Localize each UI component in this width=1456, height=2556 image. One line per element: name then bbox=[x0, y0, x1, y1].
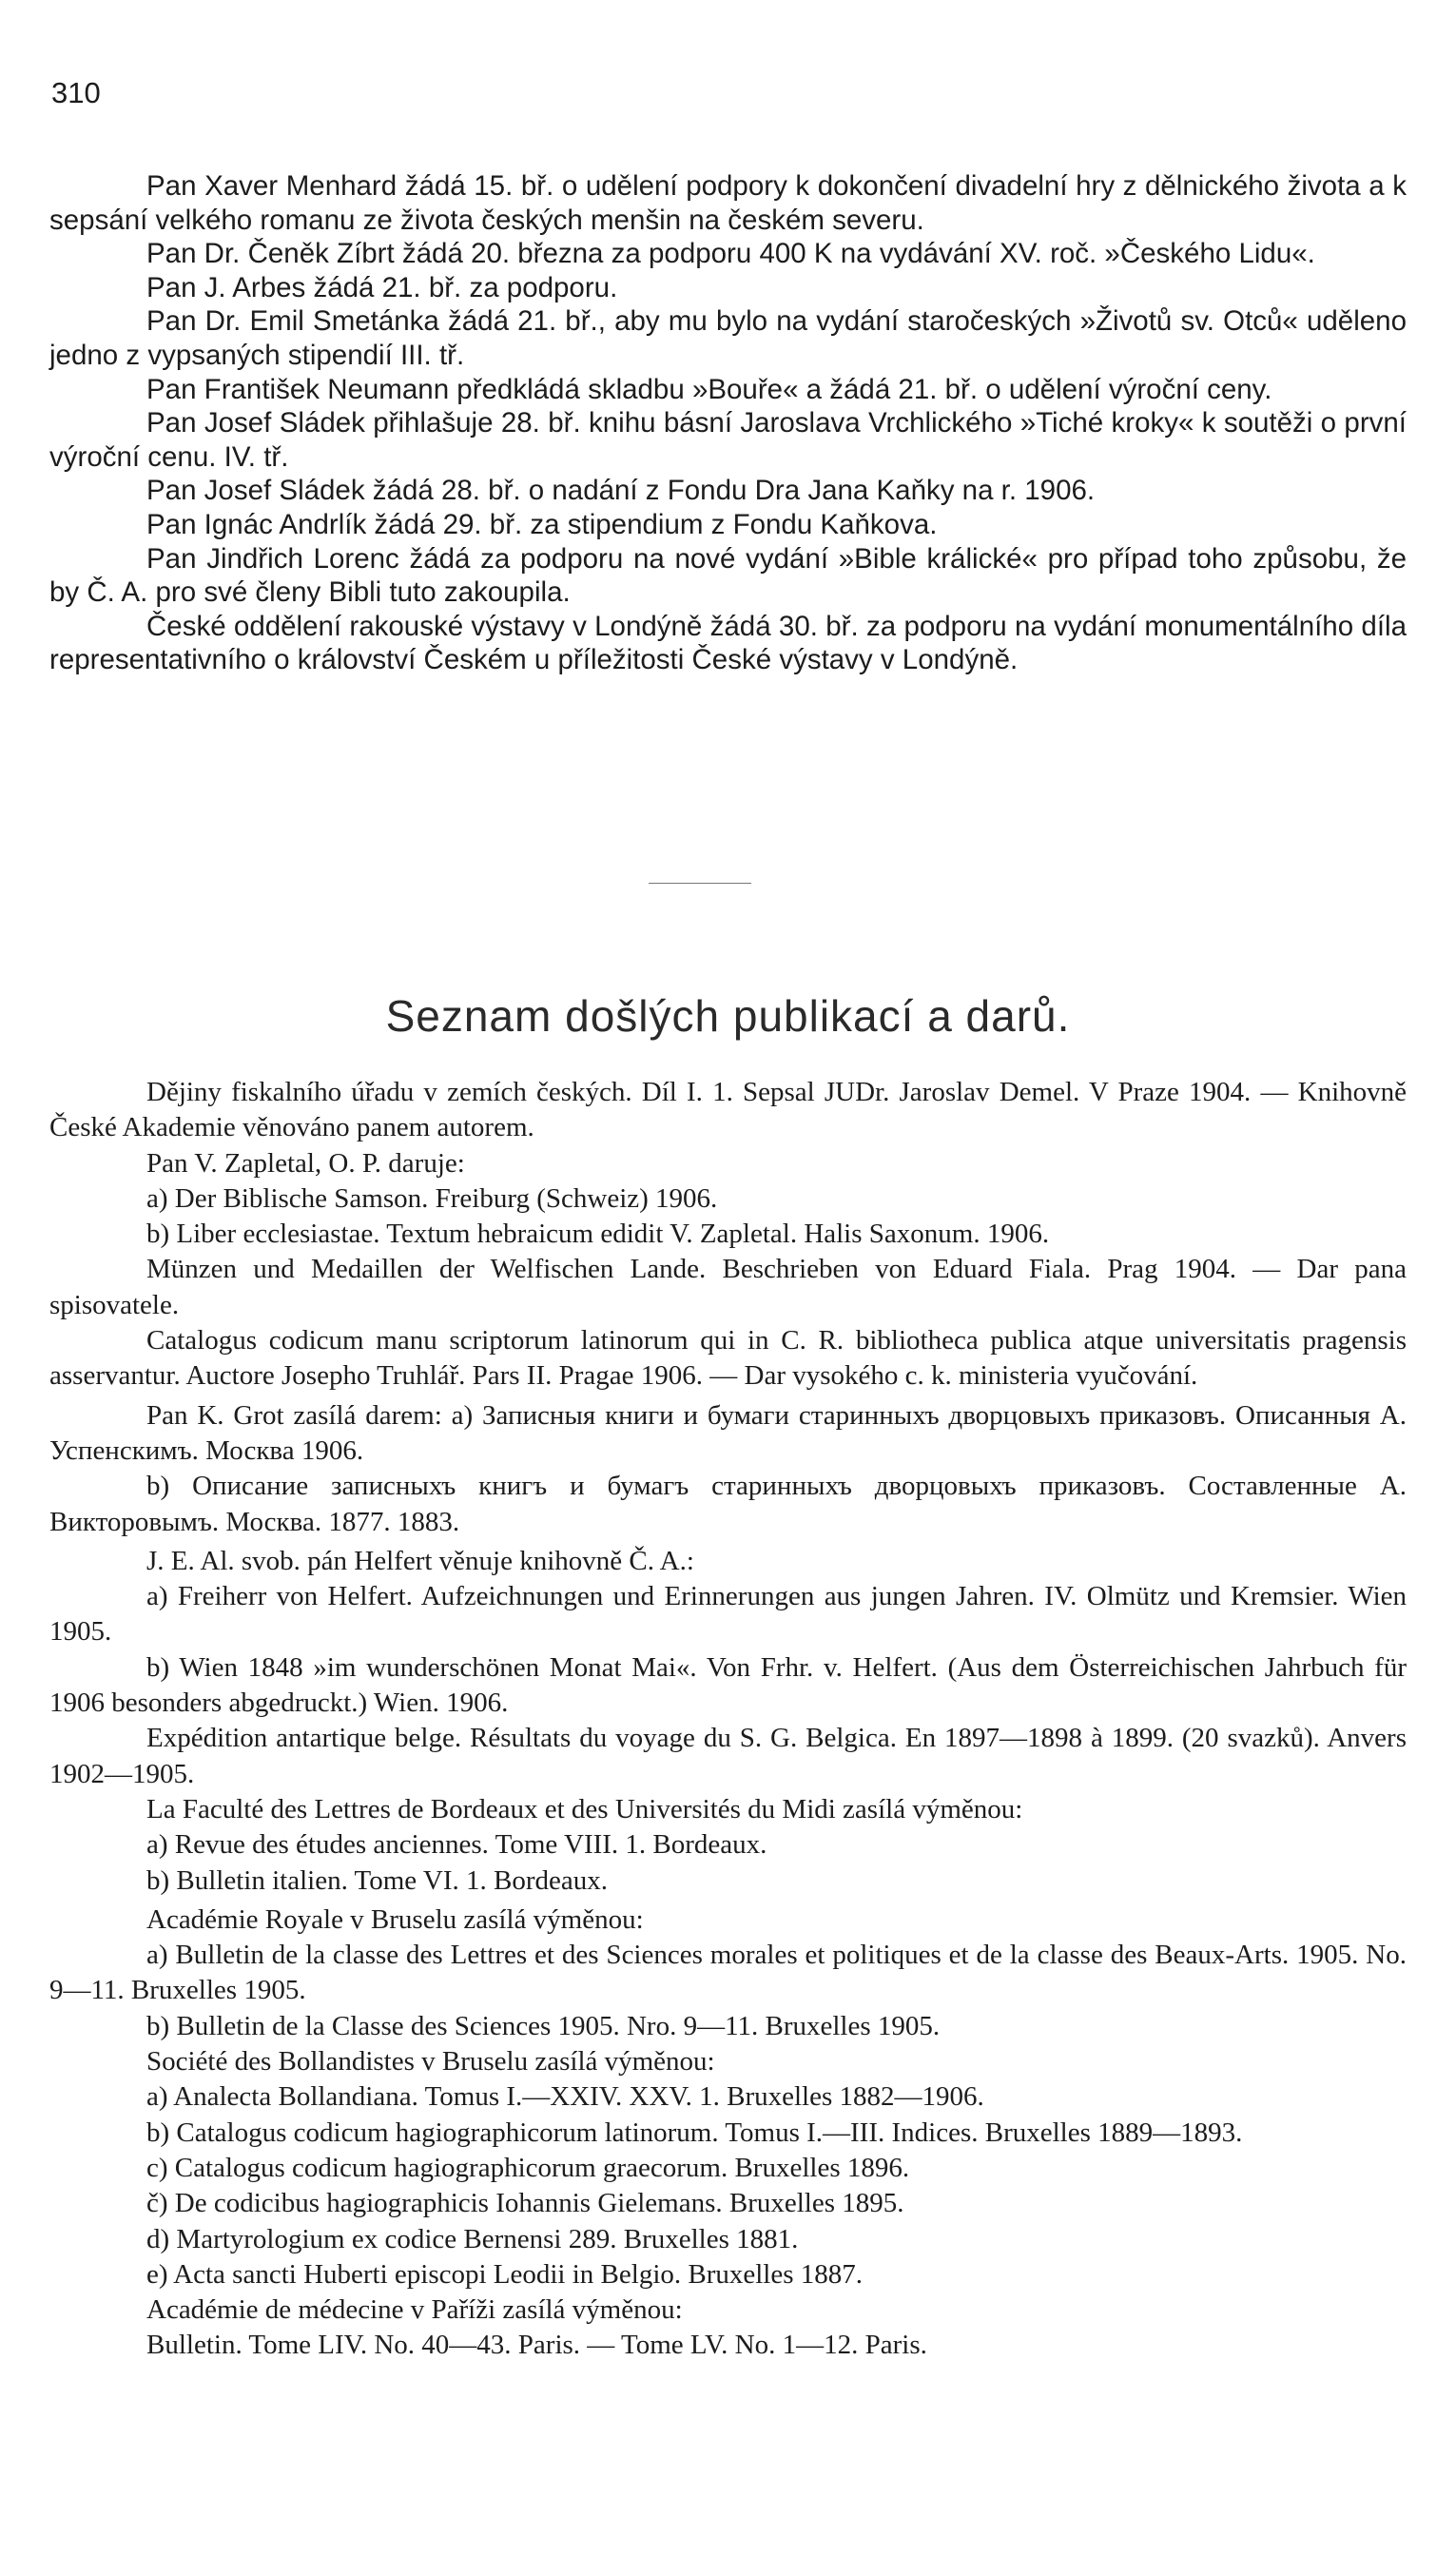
section-divider bbox=[649, 883, 751, 884]
list-item: Académie Royale v Bruselu zasílá výměnou: bbox=[146, 1903, 644, 1935]
list-item: La Faculté des Lettres de Bordeaux et des Universités du Midi zasílá výměnou: bbox=[146, 1793, 1023, 1824]
paragraph: Pan Xaver Menhard žádá 15. bř. o udělení podpory k dokončení divadelní hry z dělnického života a k sepsání velkého romanu ze života českých menšin na českém severu. bbox=[49, 170, 1407, 236]
page-number: 310 bbox=[51, 76, 101, 109]
paragraph: Pan Josef Sládek žádá 28. bř. o nadání z Fondu Dra Jana Kaňky na r. 1906. bbox=[146, 475, 1096, 507]
list-item: a) Revue des études anciennes. Tome VIII. 1. Bordeaux. bbox=[146, 1829, 767, 1861]
list-item: Académie de médecine v Paříži zasílá výměnou: bbox=[146, 2294, 683, 2326]
list-item: Société des Bollandistes v Bruselu zasílá výměnou: bbox=[146, 2046, 715, 2078]
paragraph: Pan Josef Sládek přihlašuje 28. bř. knihu básní Jaroslava Vrchlického »Tiché kroky« k soutěži o první výroční cenu. IV. tř. bbox=[49, 407, 1407, 473]
paragraph: Pan Dr. Emil Smetánka žádá 21. bř., aby mu bylo na vydání staročeských »Životů sv. Otců« uděleno jedno z vypsaných stipendií III. tř. bbox=[49, 305, 1407, 371]
list-item: Münzen und Medaillen der Welfischen Lande. Beschrieben von Eduard Fiala. Prag 1904. — Dar pana spisovatele. bbox=[49, 1254, 1407, 1320]
list-item: d) Martyrologium ex codice Bernensi 289. Bruxelles 1881. bbox=[146, 2223, 799, 2254]
list-item: č) De codicibus hagiographicis Iohannis Gielemans. Bruxelles 1895. bbox=[146, 2188, 904, 2219]
paragraph: Pan Dr. Čeněk Zíbrt žádá 20. března za podporu 400 K na vydávání XV. roč. »Českého Lidu«. bbox=[146, 238, 1315, 270]
requests-section bbox=[49, 169, 1407, 677]
paragraph: Pan J. Arbes žádá 21. bř. za podporu. bbox=[146, 271, 618, 303]
paragraph: Pan František Neumann předkládá skladbu »Bouře« a žádá 21. bř. o udělení výroční ceny. bbox=[146, 373, 1272, 405]
list-item: b) Bulletin de la Classe des Sciences 1905. Nro. 9—11. Bruxelles 1905. bbox=[146, 2010, 941, 2041]
list-item: Expédition antartique belge. Résultats du voyage du S. G. Belgica. En 1897—1898 à 1899. (20 svazků). Anvers 1902—1905. bbox=[49, 1723, 1407, 1789]
list-item: b) Liber ecclesiastae. Textum hebraicum edidit V. Zapletal. Halis Saxonum. 1906. bbox=[146, 1219, 1050, 1250]
list-item: b) Wien 1848 »im wunderschönen Monat Mai«. Von Frhr. v. Helfert. (Aus dem Österreichischen Jahrbuch für 1906 besonders abgedruckt.) Wien. 1906. bbox=[49, 1651, 1407, 1719]
list-item: Pan K. Grot zasílá darem: a) Записныя книги и бумаги старинныхъ дворцовыхъ приказовъ. Описанныя А. Успенскимъ. Москва 1906. bbox=[49, 1399, 1407, 1466]
list-item: Pan V. Zapletal, O. P. daruje: bbox=[146, 1147, 465, 1179]
list-item: J. E. Al. svob. pán Helfert věnuje knihovně Č. A.: bbox=[146, 1545, 694, 1576]
paragraph: Pan Jindřich Lorenc žádá za podporu na nové vydání »Bible králické« pro případ toho způsobu, že by Č. A. pro své členy Bibli tuto zakoupila. bbox=[49, 542, 1407, 609]
list-item: b) Описание записныхъ книгъ и бумагъ старинныхъ дворцовыхъ приказовъ. Составленные А. Викторовымъ. Москва. 1877. 1883. bbox=[49, 1471, 1407, 1537]
list-item: a) Der Biblische Samson. Freiburg (Schweiz) 1906. bbox=[146, 1182, 718, 1214]
list-item: e) Acta sancti Huberti episcopi Leodii in Belgio. Bruxelles 1887. bbox=[146, 2258, 864, 2290]
section-heading: Seznam došlých publikací a darů. bbox=[385, 991, 1071, 1041]
list-item: b) Bulletin italien. Tome VI. 1. Bordeaux. bbox=[146, 1864, 608, 1896]
list-item: c) Catalogus codicum hagiographicorum graecorum. Bruxelles 1896. bbox=[146, 2152, 910, 2183]
list-item: a) Analecta Bollandiana. Tomus I.—XXIV. XXV. 1. Bruxelles 1882—1906. bbox=[146, 2081, 984, 2113]
list-item: a) Bulletin de la classe des Lettres et des Sciences morales et politiques et de la classe des Beaux-Arts. 1905. No. 9—11. Bruxelles 1905. bbox=[49, 1940, 1407, 2006]
list-item: b) Catalogus codicum hagiographicorum latinorum. Tomus I.—III. Indices. Bruxelles 1889—1893. bbox=[146, 2117, 1243, 2148]
paragraph: Pan Ignác Andrlík žádá 29. bř. za stipendium z Fondu Kaňkova. bbox=[146, 508, 938, 540]
list-item: Bulletin. Tome LIV. No. 40—43. Paris. — Tome LV. No. 1—12. Paris. bbox=[146, 2330, 927, 2361]
paragraph: České oddělení rakouské výstavy v Londýně žádá 30. bř. za podporu na vydání monumentálního díla representativního o království Českém u příležitosti České výstavy v Londýně. bbox=[49, 610, 1407, 676]
publications-list bbox=[49, 1075, 1407, 2364]
list-item: Dějiny fiskalního úřadu v zemích českých. Díl I. 1. Sepsal JUDr. Jaroslav Demel. V Praze 1904. — Knihovně České Akademie věnováno panem autorem. bbox=[49, 1077, 1407, 1143]
list-item: Catalogus codicum manu scriptorum latinorum qui in C. R. bibliotheca publica atque universitatis pragensis asservantur. Auctore Josepho Truhlář. Pars II. Pragae 1906. — Dar vysokého c. k. ministeria vyučování. bbox=[49, 1325, 1407, 1392]
list-item: a) Freiherr von Helfert. Aufzeichnungen und Erinnerungen aus jungen Jahren. IV. Olmütz und Kremsier. Wien 1905. bbox=[49, 1581, 1407, 1648]
